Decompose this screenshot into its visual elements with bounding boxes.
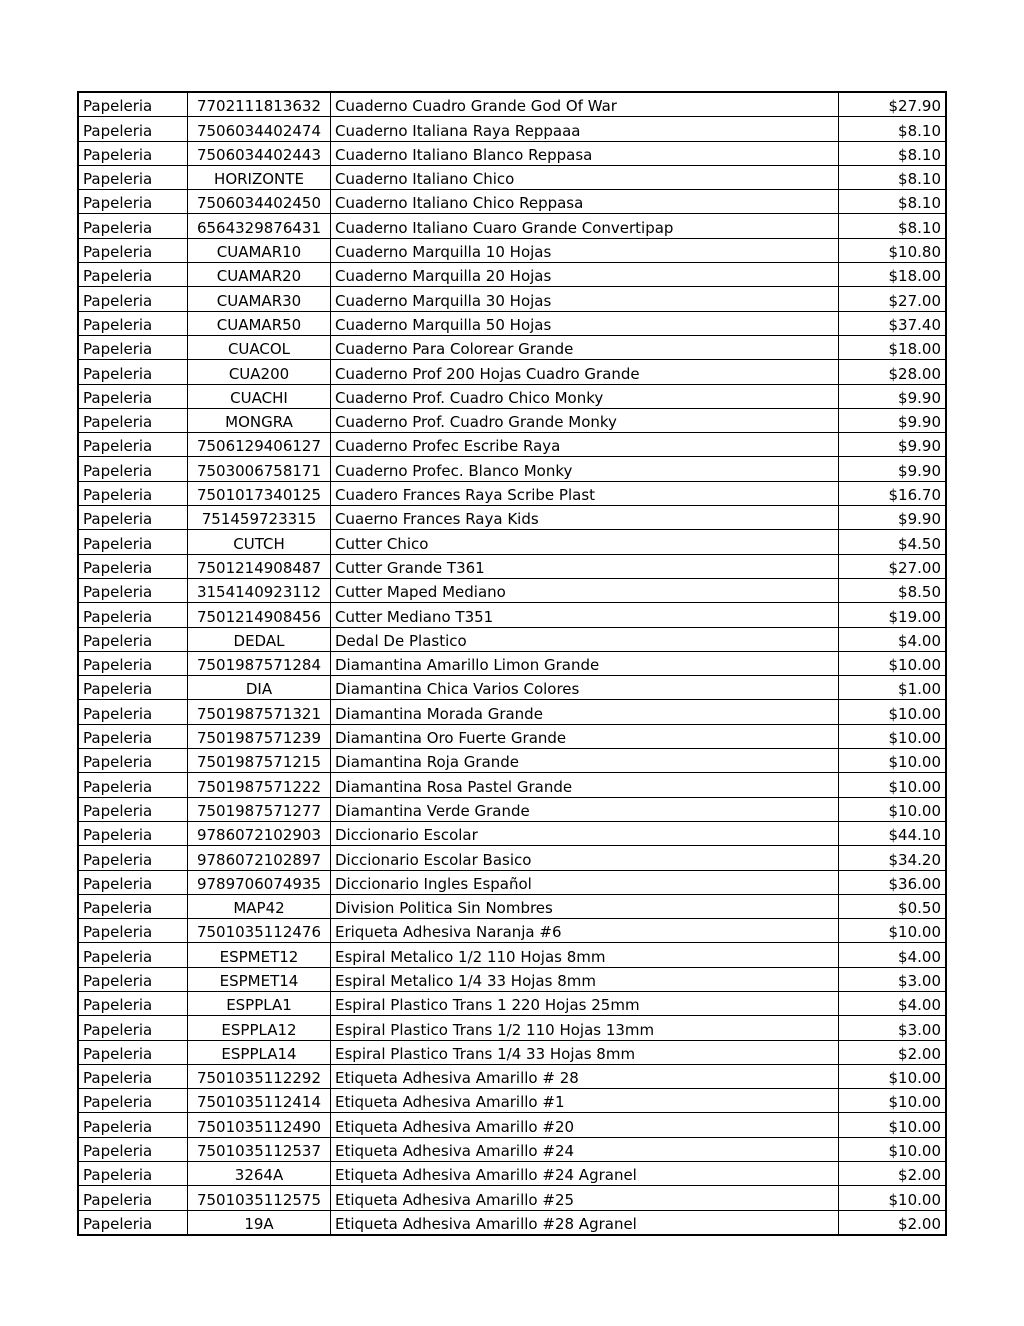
description-cell: Diamantina Morada Grande [331, 700, 839, 724]
description-cell: Cuaerno Frances Raya Kids [331, 506, 839, 530]
product-code-cell: ESPPLA1 [188, 991, 331, 1015]
category-cell: Papeleria [78, 627, 188, 651]
description-cell: Cuaderno Italiano Chico Reppasa [331, 190, 839, 214]
category-cell: Papeleria [78, 287, 188, 311]
product-code-cell: 7506034402443 [188, 141, 331, 165]
price-cell: $27.00 [839, 554, 947, 578]
category-cell: Papeleria [78, 92, 188, 117]
description-cell: Etiqueta Adhesiva Amarillo #24 Agranel [331, 1162, 839, 1186]
product-code-cell: 7501214908487 [188, 554, 331, 578]
description-cell: Division Politica Sin Nombres [331, 894, 839, 918]
product-code-cell: 19A [188, 1210, 331, 1235]
category-cell: Papeleria [78, 700, 188, 724]
table-row [78, 457, 946, 481]
product-code-cell: 7503006758171 [188, 457, 331, 481]
product-code-cell: 7501017340125 [188, 481, 331, 505]
description-cell: Cutter Grande T361 [331, 554, 839, 578]
price-cell: $2.00 [839, 1210, 947, 1235]
price-cell: $8.10 [839, 190, 947, 214]
table-row [78, 335, 946, 359]
table-row [78, 92, 946, 117]
table-row [78, 408, 946, 432]
category-cell: Papeleria [78, 991, 188, 1015]
table-row [78, 190, 946, 214]
price-cell: $10.00 [839, 1137, 947, 1161]
product-code-cell: CUACHI [188, 384, 331, 408]
description-cell: Espiral Plastico Trans 1/4 33 Hojas 8mm [331, 1040, 839, 1064]
description-cell: Diamantina Amarillo Limon Grande [331, 651, 839, 675]
price-table-body [78, 92, 946, 1235]
category-cell: Papeleria [78, 165, 188, 189]
description-cell: Etiqueta Adhesiva Amarillo #24 [331, 1137, 839, 1161]
category-cell: Papeleria [78, 117, 188, 141]
description-cell: Etiqueta Adhesiva Amarillo # 28 [331, 1064, 839, 1088]
category-cell: Papeleria [78, 481, 188, 505]
table-row [78, 117, 946, 141]
price-cell: $9.90 [839, 433, 947, 457]
category-cell: Papeleria [78, 1064, 188, 1088]
description-cell: Cuaderno Prof. Cuadro Chico Monky [331, 384, 839, 408]
category-cell: Papeleria [78, 263, 188, 287]
product-code-cell: 6564329876431 [188, 214, 331, 238]
price-table [77, 91, 947, 1236]
product-code-cell: MAP42 [188, 894, 331, 918]
table-row [78, 1064, 946, 1088]
description-cell: Diccionario Escolar [331, 821, 839, 845]
product-code-cell: 9786072102897 [188, 846, 331, 870]
price-cell: $16.70 [839, 481, 947, 505]
table-row [78, 384, 946, 408]
description-cell: Cuaderno Italiana Raya Reppaaa [331, 117, 839, 141]
description-cell: Cuaderno Cuadro Grande God Of War [331, 92, 839, 117]
description-cell: Etiqueta Adhesiva Amarillo #20 [331, 1113, 839, 1137]
table-row [78, 214, 946, 238]
price-cell: $8.10 [839, 214, 947, 238]
category-cell: Papeleria [78, 506, 188, 530]
category-cell: Papeleria [78, 360, 188, 384]
product-code-cell: ESPPLA12 [188, 1016, 331, 1040]
price-cell: $10.00 [839, 919, 947, 943]
product-code-cell: HORIZONTE [188, 165, 331, 189]
product-code-cell: 7501214908456 [188, 603, 331, 627]
description-cell: Espiral Metalico 1/4 33 Hojas 8mm [331, 967, 839, 991]
price-cell: $10.00 [839, 1186, 947, 1210]
price-cell: $4.50 [839, 530, 947, 554]
category-cell: Papeleria [78, 1113, 188, 1137]
category-cell: Papeleria [78, 773, 188, 797]
table-row [78, 238, 946, 262]
product-code-cell: 7501987571215 [188, 749, 331, 773]
table-row [78, 846, 946, 870]
price-cell: $10.00 [839, 773, 947, 797]
category-cell: Papeleria [78, 821, 188, 845]
table-row [78, 821, 946, 845]
table-row [78, 700, 946, 724]
price-cell: $10.00 [839, 1089, 947, 1113]
price-cell: $10.00 [839, 651, 947, 675]
description-cell: Cuaderno Italiano Blanco Reppasa [331, 141, 839, 165]
category-cell: Papeleria [78, 919, 188, 943]
table-row [78, 481, 946, 505]
category-cell: Papeleria [78, 1162, 188, 1186]
price-cell: $8.10 [839, 141, 947, 165]
description-cell: Cuadero Frances Raya Scribe Plast [331, 481, 839, 505]
table-row [78, 870, 946, 894]
category-cell: Papeleria [78, 1016, 188, 1040]
price-cell: $2.00 [839, 1162, 947, 1186]
table-row [78, 311, 946, 335]
table-row [78, 749, 946, 773]
description-cell: Cuaderno Marquilla 30 Hojas [331, 287, 839, 311]
table-row [78, 603, 946, 627]
table-row [78, 627, 946, 651]
description-cell: Cutter Mediano T351 [331, 603, 839, 627]
product-code-cell: 7506034402450 [188, 190, 331, 214]
description-cell: Cutter Maped Mediano [331, 578, 839, 602]
category-cell: Papeleria [78, 967, 188, 991]
category-cell: Papeleria [78, 335, 188, 359]
product-code-cell: 9789706074935 [188, 870, 331, 894]
table-row [78, 651, 946, 675]
product-code-cell: 3264A [188, 1162, 331, 1186]
description-cell: Diamantina Chica Varios Colores [331, 676, 839, 700]
price-cell: $4.00 [839, 627, 947, 651]
product-code-cell: 7702111813632 [188, 92, 331, 117]
description-cell: Etiqueta Adhesiva Amarillo #1 [331, 1089, 839, 1113]
description-cell: Cuaderno Italiano Chico [331, 165, 839, 189]
description-cell: Diccionario Escolar Basico [331, 846, 839, 870]
table-row [78, 433, 946, 457]
description-cell: Espiral Metalico 1/2 110 Hojas 8mm [331, 943, 839, 967]
category-cell: Papeleria [78, 190, 188, 214]
price-cell: $10.00 [839, 724, 947, 748]
product-code-cell: 7501035112490 [188, 1113, 331, 1137]
category-cell: Papeleria [78, 870, 188, 894]
product-code-cell: ESPMET12 [188, 943, 331, 967]
category-cell: Papeleria [78, 676, 188, 700]
table-row [78, 797, 946, 821]
product-code-cell: 7501987571239 [188, 724, 331, 748]
description-cell: Cuaderno Para Colorear Grande [331, 335, 839, 359]
product-code-cell: ESPPLA14 [188, 1040, 331, 1064]
description-cell: Espiral Plastico Trans 1/2 110 Hojas 13mm [331, 1016, 839, 1040]
category-cell: Papeleria [78, 311, 188, 335]
table-row [78, 724, 946, 748]
table-row [78, 773, 946, 797]
price-cell: $9.90 [839, 408, 947, 432]
product-code-cell: 7501987571277 [188, 797, 331, 821]
category-cell: Papeleria [78, 894, 188, 918]
table-row [78, 141, 946, 165]
table-row [78, 1210, 946, 1235]
product-code-cell: 7501987571222 [188, 773, 331, 797]
category-cell: Papeleria [78, 1210, 188, 1235]
product-code-cell: 7506034402474 [188, 117, 331, 141]
description-cell: Diamantina Rosa Pastel Grande [331, 773, 839, 797]
price-cell: $18.00 [839, 263, 947, 287]
category-cell: Papeleria [78, 943, 188, 967]
price-cell: $9.90 [839, 506, 947, 530]
table-row [78, 578, 946, 602]
description-cell: Cuaderno Marquilla 50 Hojas [331, 311, 839, 335]
description-cell: Cuaderno Marquilla 10 Hojas [331, 238, 839, 262]
table-row [78, 1040, 946, 1064]
product-code-cell: CUAMAR50 [188, 311, 331, 335]
price-cell: $3.00 [839, 1016, 947, 1040]
product-code-cell: 7501987571321 [188, 700, 331, 724]
product-code-cell: 7506129406127 [188, 433, 331, 457]
price-cell: $10.00 [839, 1113, 947, 1137]
table-row [78, 1113, 946, 1137]
category-cell: Papeleria [78, 797, 188, 821]
price-cell: $27.00 [839, 287, 947, 311]
price-cell: $27.90 [839, 92, 947, 117]
category-cell: Papeleria [78, 1040, 188, 1064]
category-cell: Papeleria [78, 724, 188, 748]
table-row [78, 991, 946, 1015]
description-cell: Diccionario Ingles Español [331, 870, 839, 894]
description-cell: Etiqueta Adhesiva Amarillo #28 Agranel [331, 1210, 839, 1235]
description-cell: Cuaderno Italiano Cuaro Grande Convertipap [331, 214, 839, 238]
description-cell: Cuaderno Profec Escribe Raya [331, 433, 839, 457]
table-row [78, 554, 946, 578]
product-code-cell: MONGRA [188, 408, 331, 432]
product-code-cell: 751459723315 [188, 506, 331, 530]
category-cell: Papeleria [78, 457, 188, 481]
price-list-sheet [77, 91, 944, 1236]
category-cell: Papeleria [78, 554, 188, 578]
category-cell: Papeleria [78, 530, 188, 554]
category-cell: Papeleria [78, 749, 188, 773]
description-cell: Cuaderno Profec. Blanco Monky [331, 457, 839, 481]
product-code-cell: 7501987571284 [188, 651, 331, 675]
table-row [78, 530, 946, 554]
table-row [78, 1016, 946, 1040]
description-cell: Dedal De Plastico [331, 627, 839, 651]
category-cell: Papeleria [78, 384, 188, 408]
price-cell: $18.00 [839, 335, 947, 359]
description-cell: Cuaderno Prof 200 Hojas Cuadro Grande [331, 360, 839, 384]
price-cell: $3.00 [839, 967, 947, 991]
product-code-cell: CUAMAR10 [188, 238, 331, 262]
category-cell: Papeleria [78, 1089, 188, 1113]
description-cell: Eriqueta Adhesiva Naranja #6 [331, 919, 839, 943]
price-cell: $4.00 [839, 991, 947, 1015]
price-cell: $8.50 [839, 578, 947, 602]
price-cell: $28.00 [839, 360, 947, 384]
table-row [78, 165, 946, 189]
description-cell: Cuaderno Prof. Cuadro Grande Monky [331, 408, 839, 432]
table-row [78, 1162, 946, 1186]
product-code-cell: DIA [188, 676, 331, 700]
price-cell: $19.00 [839, 603, 947, 627]
category-cell: Papeleria [78, 141, 188, 165]
price-cell: $34.20 [839, 846, 947, 870]
table-row [78, 943, 946, 967]
price-cell: $0.50 [839, 894, 947, 918]
description-cell: Espiral Plastico Trans 1 220 Hojas 25mm [331, 991, 839, 1015]
price-cell: $10.00 [839, 1064, 947, 1088]
table-row [78, 1137, 946, 1161]
table-row [78, 676, 946, 700]
table-row [78, 287, 946, 311]
price-cell: $1.00 [839, 676, 947, 700]
product-code-cell: 7501035112414 [188, 1089, 331, 1113]
product-code-cell: 7501035112537 [188, 1137, 331, 1161]
price-cell: $10.00 [839, 797, 947, 821]
price-cell: $37.40 [839, 311, 947, 335]
product-code-cell: 7501035112292 [188, 1064, 331, 1088]
product-code-cell: CUACOL [188, 335, 331, 359]
category-cell: Papeleria [78, 1137, 188, 1161]
product-code-cell: ESPMET14 [188, 967, 331, 991]
table-row [78, 1089, 946, 1113]
product-code-cell: DEDAL [188, 627, 331, 651]
description-cell: Diamantina Roja Grande [331, 749, 839, 773]
table-row [78, 919, 946, 943]
product-code-cell: CUAMAR20 [188, 263, 331, 287]
price-cell: $8.10 [839, 117, 947, 141]
price-cell: $4.00 [839, 943, 947, 967]
price-cell: $8.10 [839, 165, 947, 189]
product-code-cell: CUAMAR30 [188, 287, 331, 311]
table-row [78, 1186, 946, 1210]
price-cell: $10.00 [839, 749, 947, 773]
table-row [78, 506, 946, 530]
description-cell: Cuaderno Marquilla 20 Hojas [331, 263, 839, 287]
price-cell: $36.00 [839, 870, 947, 894]
table-row [78, 360, 946, 384]
table-row [78, 894, 946, 918]
description-cell: Etiqueta Adhesiva Amarillo #25 [331, 1186, 839, 1210]
category-cell: Papeleria [78, 433, 188, 457]
price-cell: $2.00 [839, 1040, 947, 1064]
price-cell: $10.00 [839, 700, 947, 724]
price-cell: $9.90 [839, 457, 947, 481]
table-row [78, 967, 946, 991]
category-cell: Papeleria [78, 408, 188, 432]
category-cell: Papeleria [78, 603, 188, 627]
product-code-cell: CUA200 [188, 360, 331, 384]
price-cell: $9.90 [839, 384, 947, 408]
category-cell: Papeleria [78, 238, 188, 262]
table-row [78, 263, 946, 287]
price-cell: $44.10 [839, 821, 947, 845]
description-cell: Diamantina Oro Fuerte Grande [331, 724, 839, 748]
category-cell: Papeleria [78, 846, 188, 870]
description-cell: Cutter Chico [331, 530, 839, 554]
category-cell: Papeleria [78, 578, 188, 602]
product-code-cell: 7501035112476 [188, 919, 331, 943]
category-cell: Papeleria [78, 1186, 188, 1210]
product-code-cell: 3154140923112 [188, 578, 331, 602]
price-cell: $10.80 [839, 238, 947, 262]
description-cell: Diamantina Verde Grande [331, 797, 839, 821]
category-cell: Papeleria [78, 214, 188, 238]
category-cell: Papeleria [78, 651, 188, 675]
product-code-cell: 7501035112575 [188, 1186, 331, 1210]
product-code-cell: 9786072102903 [188, 821, 331, 845]
product-code-cell: CUTCH [188, 530, 331, 554]
